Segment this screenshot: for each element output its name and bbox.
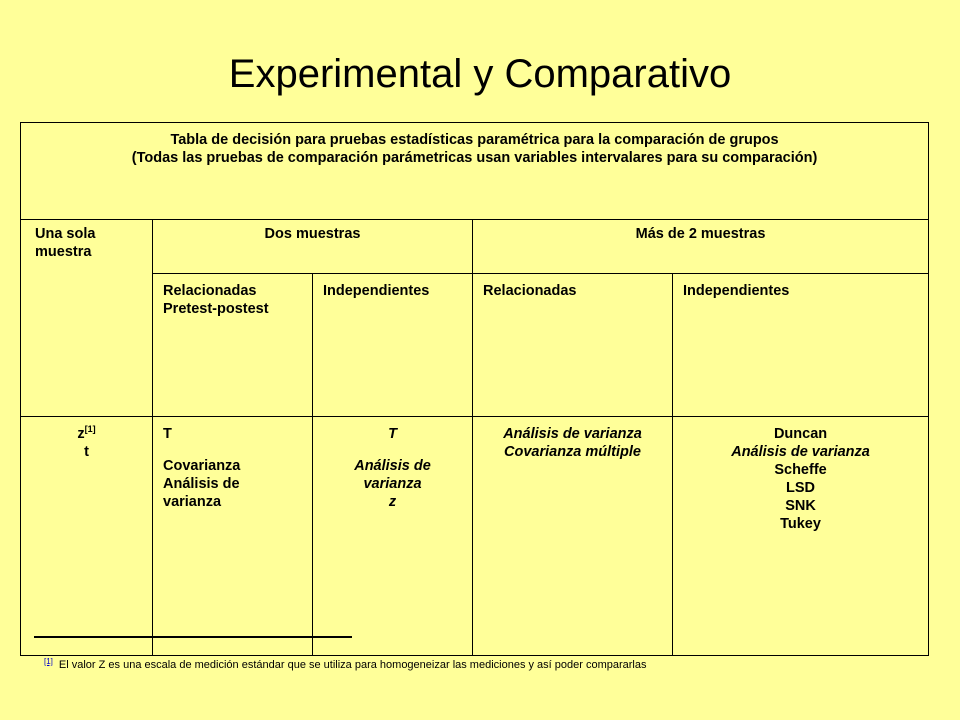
multi-ind-6: Tukey <box>780 516 821 532</box>
independent-multi-tests <box>673 417 929 656</box>
independent-header-1: Independientes <box>313 274 473 417</box>
decision-table <box>20 122 929 656</box>
footnote-ref[interactable]: [1] <box>84 424 96 435</box>
related-tests <box>153 417 313 656</box>
independent-test-2: varianza <box>363 476 422 492</box>
independent-tests <box>313 417 473 656</box>
caption-line-1: Tabla de decisión para pruebas estadísticas paramétrica para la comparación de grupos <box>170 132 779 148</box>
independent-header-2: Independientes <box>673 274 929 417</box>
related-t: T <box>163 426 172 442</box>
related-label: Relacionadas <box>163 283 257 299</box>
slide-title: Experimental y Comparativo <box>228 52 732 96</box>
footnote-text: El valor Z es una escala de medición estándar que se utiliza para homogeneizar las mediciones y así poder compararlas <box>58 659 647 671</box>
one-sample-header: Una sola muestra <box>21 220 153 417</box>
independent-test-3: z <box>388 494 397 510</box>
independent-t: T <box>388 426 397 442</box>
multi-related-2: Covarianza múltiple <box>504 444 641 460</box>
footnote-divider <box>34 636 352 638</box>
footnote-mark-link[interactable]: [1] <box>44 657 53 666</box>
multi-ind-2: Análisis de varianza <box>731 444 870 460</box>
multi-ind-3: Scheffe <box>774 462 827 478</box>
multi-ind-4: LSD <box>786 480 816 496</box>
related-header-2: Relacionadas <box>473 274 673 417</box>
two-samples-header: Dos muestras <box>153 220 473 274</box>
multi-related-1: Análisis de varianza <box>503 426 642 442</box>
t-test: t <box>84 444 89 460</box>
footnote <box>44 655 647 672</box>
related-test-2: Análisis de <box>163 476 240 492</box>
z-test: z <box>77 426 85 442</box>
pretest-label: Pretest-postest <box>163 301 269 317</box>
independent-test-1: Análisis de <box>354 458 431 474</box>
multi-ind-5: SNK <box>785 498 816 514</box>
related-header <box>153 274 313 417</box>
multi-ind-1: Duncan <box>773 426 828 442</box>
one-sample-tests <box>21 417 153 656</box>
more-than-two-header: Más de 2 muestras <box>473 220 929 274</box>
caption-line-2: (Todas las pruebas de comparación parámetricas usan variables intervalares para su comparación) <box>131 150 818 166</box>
related-test-1: Covarianza <box>163 458 241 474</box>
related-test-3: varianza <box>163 494 222 510</box>
table-caption <box>21 123 929 220</box>
related-multi-tests <box>473 417 673 656</box>
